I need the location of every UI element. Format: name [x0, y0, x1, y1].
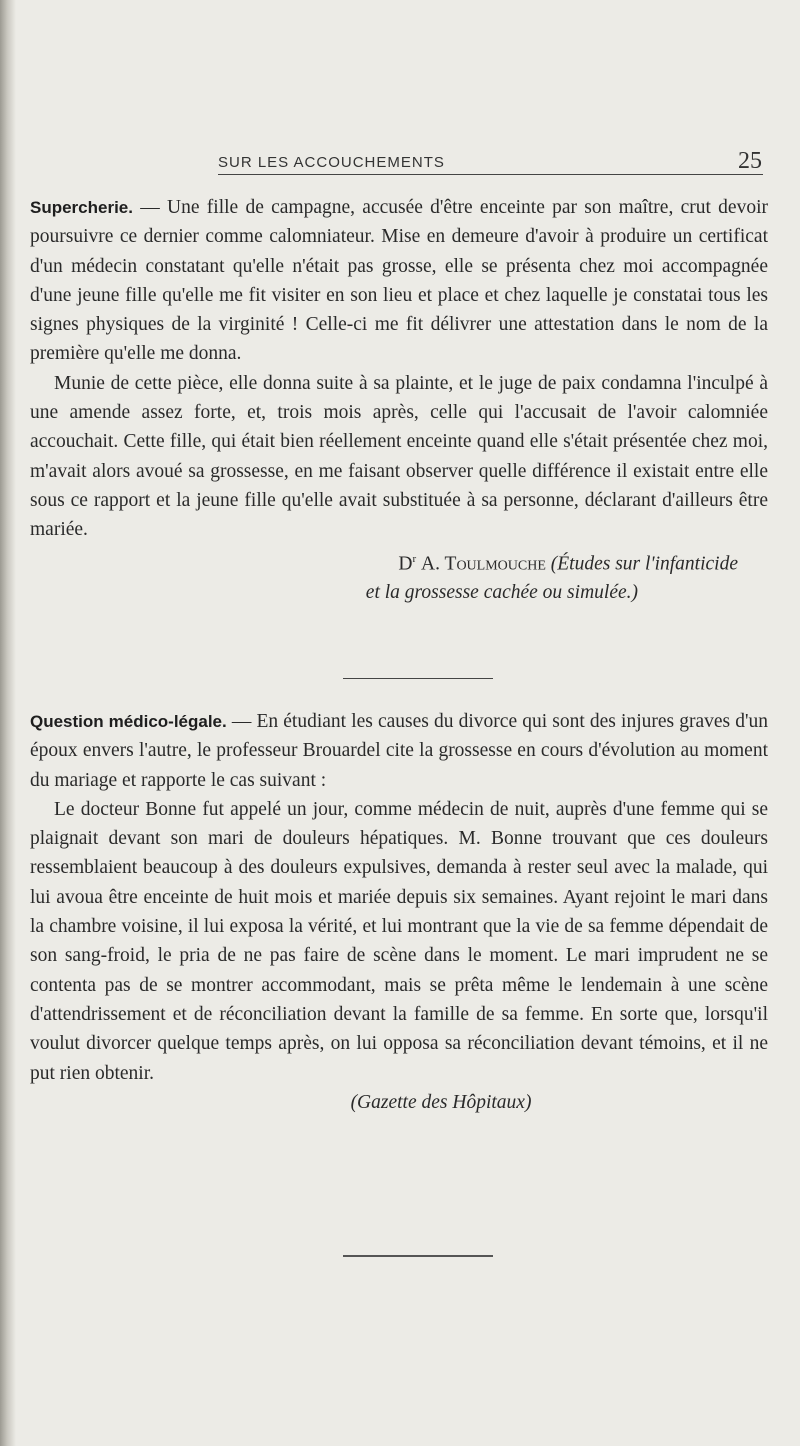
paragraph: Le docteur Bonne fut appelé un jour, comme médecin de nuit, auprès d'une femme qui se plaignait devant son mari de douleurs hépatiques. M. Bonne trouvant que ces douleurs ressemblaient beaucoup à des douleurs expulsives, demanda à rester seul avec la malade, qui lui avoua être enceinte de huit mois et mariée depuis six semaines. Ayant rejoint le mari dans la chambre voisine, il lui exposa la vérité, et lui montrant que la vie de sa femme dépendait de son sang-froid, le pria de ne pas faire de scène dans le moment. Le mari imprudent ne se contenta pas de se montrer accommodant, mais se prêta même le lendemain à une scène d'attendrissement et de réconciliation devant la famille de sa femme. En sorte que, lorsqu'il voulut divorcer quelque temps après, on lui opposa sa réconciliation devant témoins, et il ne put rien obtenir. — [30, 798, 768, 1084]
author-title-sup: r — [412, 552, 417, 565]
author-title: D — [398, 553, 413, 575]
page-edge-shadow — [0, 0, 16, 1446]
section-divider — [343, 678, 493, 679]
header-rule — [218, 174, 763, 175]
attribution-line2 — [30, 578, 768, 607]
page-number: 25 — [738, 148, 762, 174]
attribution — [30, 545, 768, 579]
work-title-line1: (Études sur l'infanticide — [550, 553, 738, 575]
running-title: SUR LES ACCOUCHEMENTS — [218, 154, 445, 171]
paragraph-text: — Une fille de campagne, accusée d'être enceinte par son maître, crut devoir poursuivre ce dernier comme calomniateur. Mise en demeure d'avoir à produire un certificat d'un médecin constatant qu'elle n'était pas grosse, elle se présenta chez moi accompagnée d'une jeune fille qu'elle me fit visiter en son lieu et place et chez laquelle je constatai tous les signes physiques de la virginité ! Celle-ci me fit délivrer une attestation dans le nom de la première qu'elle me donna. — [30, 197, 768, 365]
section-heading: Question médico-légale. — [30, 712, 227, 731]
section-heading: Supercherie. — [30, 198, 133, 217]
paragraph: Munie de cette pièce, elle donna suite à sa plainte, et le juge de paix condamna l'inculpé à une amende assez forte, et, trois mois après, celle qui l'accusait de l'avoir calomniée accouchait. Cette fille, qui était bien réellement enceinte quand elle s'était présentée chez moi, m'avait alors avoué sa grossesse, en me faisant observer quelle différence il existait entre elle sous ce rapport et la jeune fille qu'elle avait substituée à sa personne, déclarant d'ailleurs être mariée. — [30, 372, 768, 541]
author-name: A. Toulmouche — [421, 553, 546, 575]
source-citation: (Gazette des Hôpitaux) — [350, 1091, 532, 1113]
work-title-line2: et la grossesse cachée ou simulée.) — [365, 582, 638, 604]
end-rule — [343, 1255, 493, 1257]
section-paragraph — [30, 707, 768, 795]
section-question-medico-legale — [30, 707, 768, 1117]
section-paragraph — [30, 193, 768, 369]
section-supercherie — [30, 193, 768, 608]
paragraph-text: — En étudiant les causes du divorce qui sont des injures graves d'un époux envers l'autre, le professeur Brouardel cite la grossesse en cours d'évolution au moment du mariage et rapporte le cas suivant : — [30, 711, 768, 791]
